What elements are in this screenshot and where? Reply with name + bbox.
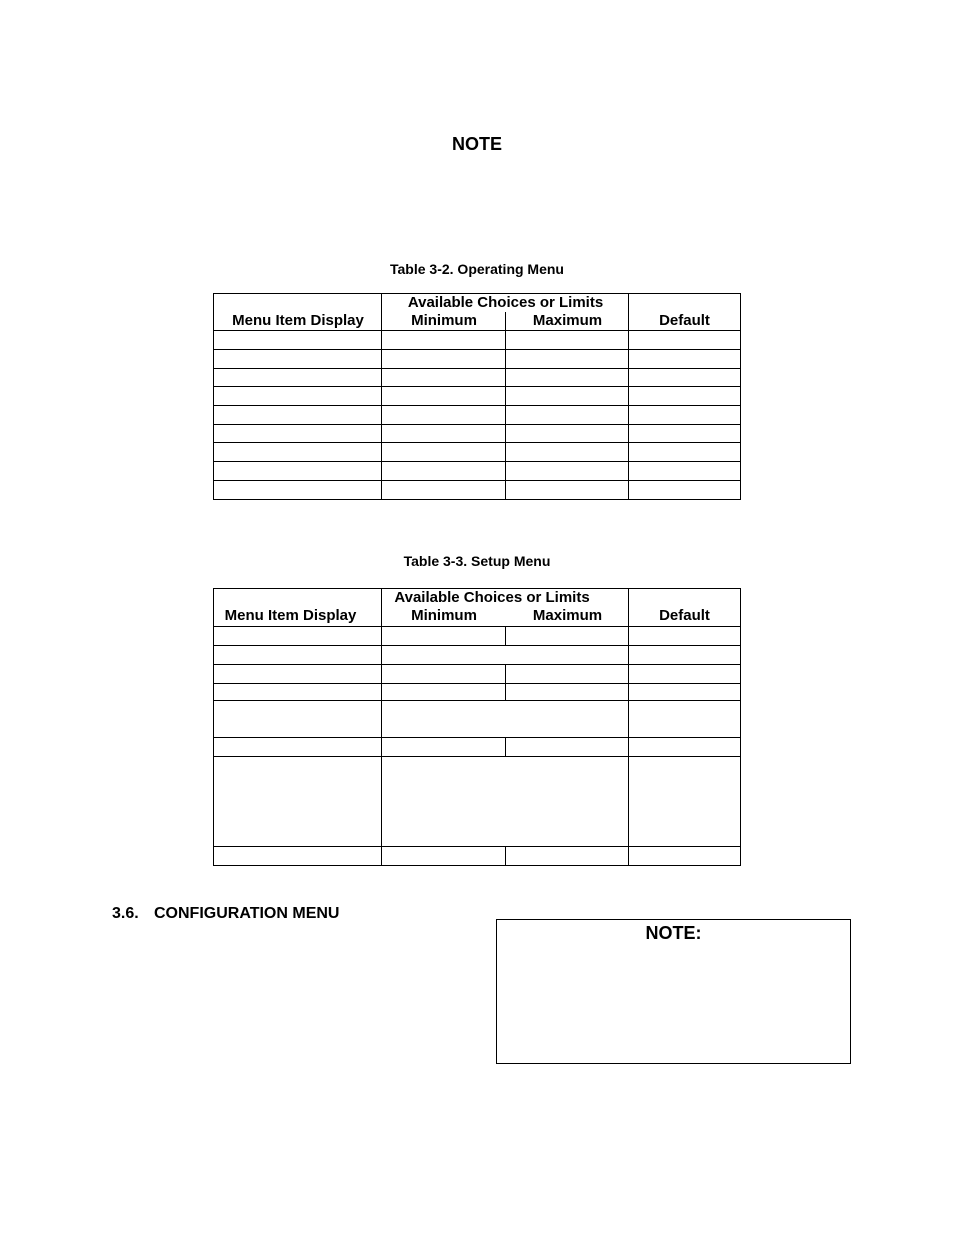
table-row-divider [214,461,740,462]
table-row-divider [214,645,740,646]
operating-header-choices: Available Choices or Limits [407,294,604,311]
table-row-divider [214,664,740,665]
note-heading: NOTE [451,134,502,154]
table-row-divider [214,424,740,425]
section-title: CONFIGURATION MENU [154,905,340,922]
table-row-divider [214,368,740,369]
section-number: 3.6. [112,905,139,922]
table-column-divider [628,589,629,865]
table-row-divider [214,405,740,406]
setup-header-minimum: Minimum [411,607,477,624]
note-box-title: NOTE: [645,923,702,943]
setup-header-default: Default [659,607,710,624]
table-row-divider [214,756,740,757]
section-heading [112,905,339,923]
table-column-divider [381,294,382,499]
setup-header-choices: Available Choices or Limits [394,589,590,606]
table-column-divider [381,589,382,865]
table-row-divider [214,330,740,331]
setup-header-maximum: Maximum [532,607,603,624]
table-row-divider [214,683,740,684]
table-column-divider [505,626,506,645]
table-row-divider [214,480,740,481]
table-column-divider [505,846,506,865]
table-column-divider [505,737,506,756]
operating-header-default: Default [659,312,710,329]
table-column-divider [628,294,629,499]
operating-table-caption: Table 3-2. Operating Menu [390,261,564,277]
setup-menu-table [213,588,741,866]
operating-menu-table [213,293,741,500]
table-row-divider [214,846,740,847]
setup-header-menu-item: Menu Item Display [224,607,357,624]
note-box [496,919,851,1064]
table-row-divider [214,386,740,387]
table-row-divider [214,700,740,701]
operating-header-maximum: Maximum [532,312,603,329]
operating-header-menu-item: Menu Item Display [232,312,364,329]
table-row-divider [214,737,740,738]
operating-header-minimum: Minimum [411,312,477,329]
setup-table-caption: Table 3-3. Setup Menu [403,553,551,569]
table-row-divider [214,349,740,350]
table-row-divider [214,442,740,443]
table-row-divider [214,626,740,627]
